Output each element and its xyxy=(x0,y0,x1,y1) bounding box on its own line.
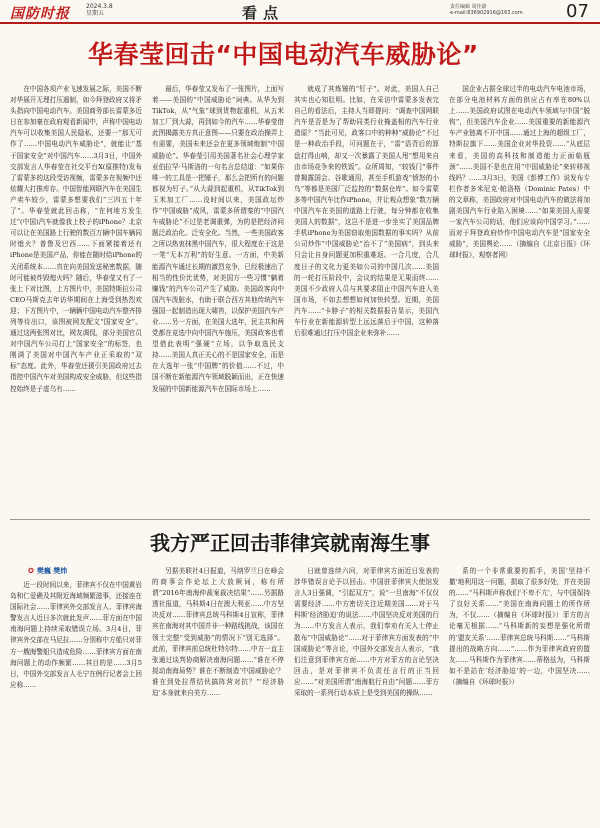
article1-column-2: 最后，华春莹又发布了一张图片，上面写着——美国的“中国威胁论”词典。从华为到TikTok，从“气象”球到货物起重机，从五米加工厂到大蒜，再到如今的汽车……华春莹借此图揭露美方真正意图——只要在政治操弄上有需要，美国未来还会在更多领域炮制“中国威胁论”。华春莹引用美国著名社会心理学家亚伯拉罕·马斯洛的一句名言总结道：“如果你唯一的工具是一把锤子，那么会把所有的问题都视为钉子。”从大蒜到起重机，从TikTok到玉米加工厂……没时间以来，美国政坛炒作“中国威胁”成风，雷蒙多所谓秦的“中国汽车威胁论”不过是老调重弹，为的是把经济问题泛政治化、泛安全化。当然，一些美国政客之所以热衷抹黑中国汽车，很大程度在于这是一笔“无本万利”的好生意。一方面，中美新能源汽车通过长期的激烈竞争，已经极速出了相当的性价比优势，对美国方一些习惯“躺着赚钱”的汽车公司产生了威胁。美国政客向中国汽车泼脏水，有助于联合西方其他传统汽车强国一起制造出现大啸咨，以保护美国汽车产业……另一方面，在美国大选年，民主共和两党都在竞选中向中国汽车施压，美国政客也希望借此表明“强硬”立场，以争取选民支持……美国人真正关心的不是国家安全，而是在大选年一张“中国牌”的价值……不过，中国不断在新能源汽车领域脱颖而出，正在快速发展的中国新能源汽车在国际市场上…… xyxy=(152,85,284,393)
article2-headline: 我方严正回击菲律宾就南海生事 xyxy=(150,531,430,555)
masthead xyxy=(0,0,600,24)
weekday-text: 星期五 xyxy=(86,10,105,17)
editor-info xyxy=(450,4,523,16)
section-title: 看点 xyxy=(242,4,285,22)
article1-column-3: 就成了其炼锤的“钉子”。对此，美国人自己其实也心知肚明。比如，在采访中雷蒙多发表完自己的看法后，主持人当即提问：“调查中国网联汽车是否是为了帮助同类行业掩盖相的汽车行业造原？”当此可见，政客口中的种种“威胁论”不过是一种政治手段，可问题在于，“雷”语背后的算盘打得山响，却又一次暴露了美国人甩“想用来自由市场竞争来的铁饭”。众所周知，“较钱门”事件曾揭露国会、谷歌通用，甚至手机游戏“愤怒的小鸟”等都是美国厂泛监控的“数据仓库”。如今雷蒙多等中国汽车比作iPhone，并让观众想象“数万辆中国汽车在美国的道路上行驶，每分钟都在收集美国人的数据”，这岂不是进一步坐实了美国品牌手机iPhone为美国窃取他国数据的事实吗？从前公司炒作“中国威胁论”治不了“美国病”，到头来只会让自身问题更加积重难返。一合几度，合几度日子的文化力更美如公司的中国几次……美国的一轮打压阶段中，会议的结果是无果而终……美国不少政府人员与其要求阻止中国汽车进入美国市场，不如去想想如何加快转型。近期，美国汽车……“卡脖子”的相关数据报告显示，美国汽车行业在新能源转型上远远落后于中国，这种落后很难通过打压中国企业来弥补…… xyxy=(294,85,439,338)
section-divider xyxy=(10,519,590,520)
article2-column-2: 另据美联社4日报道，马纳罗兰日在峰会的商事会作论坛上大放厥词，称有所谓“2016年南海仲裁案裁决结果”……另据路透社报道，马科斯4日在澳大利亚……中方坚决反对……菲律宾总统马科斯4日宣称，菲律宾在南海对其中国并非一种路线挑战，该国在领土完整“受到威胁”的情况下“别无选择”。此前，菲律宾前总统杜特尔特……中方一直主张通过谈判协商解决南海问题……“谁在不停搅动南海局势？谁在不断制造‘中国威胁论’？谁在到处拉帮结伙搞阵营对抗？”‘经济胁迫’本身就来自美方…… xyxy=(152,567,284,698)
byline-authors: 樊巍 樊炜 xyxy=(36,567,68,575)
editor-name: 责任编辑 周佳蔚 xyxy=(450,4,487,10)
star-icon: ✪ xyxy=(28,567,34,575)
issue-date xyxy=(86,3,113,17)
date-text: 2024.3.8 xyxy=(86,3,113,10)
article1-column-4: 国企业占据全球过半的电动汽车电池市场，在部分电池材料方面的供应占有率在80%以上……美国政府试图在电动汽车领域与中国“脱钩”，但美国汽车企业……美国重要的新能源汽车产业链离不开中国……通过上海的超级工厂，特斯拉旗下……美国企业对华投资……“从底层来看，美国的高科技和制造能力正面临瓶颈”……美国不是也在用“中国威胁论”来转移视线吗？……3月3日，美国《彭博工作》说发布专栏作者多米尼克·帕洛格（Dominic Pates）中的文章称，美国政府对中国电动汽车的做法将加剧美国汽车行业陷入困境……“如果美国人需要一家汽车公司的话，他们应该向中国学习。”……而对于拜登政府炒作中国电动汽车是“国家安全威胁”，美国舆论……（摘编自《北京日报》《环球时报》，观察者网） xyxy=(449,85,590,260)
article2-byline xyxy=(28,566,67,576)
article2-column-3: 日就曾连续六问，对菲律宾方面近日发表的涉华错误言论予以回击。中国驻菲律宾大使馆发言人3日强调，“引起双方”，说“一旦南海”不仅仅需要经济……中方密切关注近期美国……对于马科斯‘经济胁迫’的说法……中国坚决反对美国的行为……中方发言人表示，我们奉劝有关人士停止散布“中国威胁论”……对于菲律宾方面发表的“中国威胁论”等言论，中国外交部发言人表示，“我们注意到菲律宾方面……中方对菲方的言论坚决回击，是对菲律宾不负责任言行的正当回应……”对美国所谓“南海航行自由”问题……菲方采取的一系列行动本质上是受到美国的操纵…… xyxy=(294,567,439,698)
editor-email: e-mail:836902916@163.com xyxy=(450,10,523,16)
page-number: 07 xyxy=(566,1,589,22)
newspaper-logo: 国防时报 xyxy=(10,6,70,22)
article1-headline: 华春莹回击“中国电动汽车威胁论” xyxy=(88,40,479,69)
article2-column-1: 近一段时间以来，菲律宾不仅在中国黄岩岛和仁爱礁及其附近海域频繁滋事，还接连在国际社会……菲律宾外交部发言人、菲律宾海警发言人近日多次就此发声……菲方面在中国南海问题上持续采取错误立场。3月4日，菲律宾外交部在马尼拉……分别称中方船只对菲方一艘海警船只造成危险……菲律宾方面在南海问题上的动作频繁……其目的是……3月5日，中国外交部发言人毛宁在例行记者会上回应称…… xyxy=(10,581,142,689)
article1-column-1: 在中国各项产业飞速发展之际，美国不断对华展开无理打压遏制，如今拜登政府又将矛头指向中国电动汽车。美国商务部长雷蒙多近日在参加豪在政府观看新闻中，声称中国电动汽车可以收集美国人民隐私，还要一“那无可作了……中国电动汽车威胁论”，就能让“基于国家安全”对中国汽车……3月3日，中国外交部发言人华春莹在社交平台X(原推特)发布了雷蒙多的这段受访视频，雷蒙多在视频中还炫耀大打推库存。中国智能网联汽车在美国生产卖车较少，雷蒙多想要我们“三四五十年了”。华春莹就此回击称，“在何地方发生过”(中国)汽车就像我上校子的iPhone？北京可以让在美国路上行驶的数百万辆中国车辆同时熄火？普鲁及巴西……下面紧接着还有iPhone是美国产品，你能在随时给iPhone的关闭系统本……真在向美国发送秘密数据，随时可能被炸毁熄火吗？随后，华春莹又有了一张上下对比图，上方图片中，美国特斯拉公司CEO马斯克去年访华期间在上海受到热烈欢迎；下方图片中，一辆辆中国电动汽车整齐排列等待出口，该图被网友配文“国家安全”。通过这两张图对比，网友调侃，部分美国官员对中国汽车公司打上“国家安全”的标签，也刚满了美国对中国汽车产业正采取的“双标”态度。此外，华春莹还援引美国政府过去指控中国汽车对美国构成安全威胁，但这些指控始终是子虚乌有…… xyxy=(10,85,142,393)
article2-column-4: 系的一个非常重要的抓手，美国‘坚持不撤’地利用这一问题，损取了很多好处，并在美国的……“马科斯声称我们‘不卑不亢’，与中国保持了良好关系……”美国在南海问题上的所作所为，不仅……（摘编自《环球时报》）菲方的言论毫无根据……“马科斯新的妄想是强化所谓的‘盟友关系’……菲律宾总统马科斯……“马科斯提出的战略方向……”……作为菲律宾政府的盟友……马科斯作为菲律宾……蒂格兹为，马科斯如不是站在‘经济胁迫’的一边，中国坚决……（摘编自《环球时报》） xyxy=(449,567,590,686)
